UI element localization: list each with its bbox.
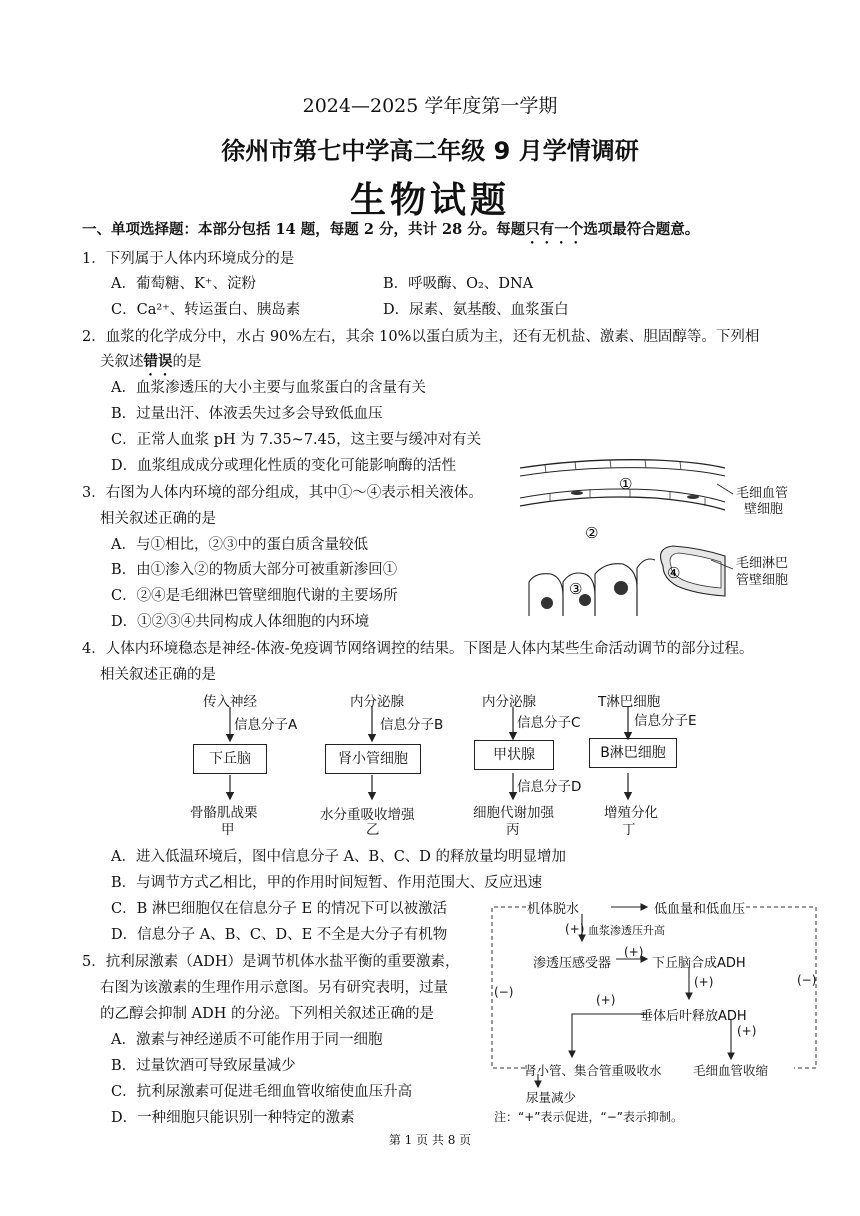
q4-signal-e: 信息分子E (634, 713, 697, 729)
q2-option-a: A．血浆渗透压的大小主要与血浆蛋白的含量有关 (111, 380, 426, 396)
cap-wall-label-1: 毛细血管 (736, 486, 789, 501)
q5-node-pituitary-adh: 垂体后叶释放ADH (640, 1009, 747, 1024)
q4-bing-output: 细胞代谢加强 (473, 805, 554, 821)
q4-jia-output: 骨骼肌战栗 (190, 805, 258, 821)
q5-node-capillary-constrict: 毛细血管收缩 (693, 1063, 769, 1078)
q1-option-c: C．Ca²⁺、转运蛋白、胰岛素 (111, 302, 301, 318)
q5-option-b: B．过量饮酒可导致尿量减少 (111, 1058, 296, 1074)
q5-node-urine-decrease: 尿量减少 (526, 1090, 577, 1105)
q3-option-a: A．与①相比，②③中的蛋白质含量较低 (111, 537, 368, 553)
q2-stem-line2: 关叙述错误的是 (100, 353, 202, 370)
q3-option-c: C．②④是毛细淋巴管壁细胞代谢的主要场所 (111, 588, 398, 604)
q4-box-thyroid: 甲状腺 (474, 740, 554, 770)
q4-option-c: C．B 淋巴细胞仅在信息分子 E 的情况下可以被激活 (111, 901, 448, 917)
label-fluid-4: ④ (667, 564, 681, 582)
cap-wall-label-2: 壁细胞 (744, 502, 784, 517)
q5-node-osmolarity-up: 血浆渗透压升高 (588, 924, 665, 937)
q2-option-b: B．过量出汗、体液丢失过多会导致低血压 (111, 406, 383, 422)
q1-option-d: D．尿素、氨基酸、血浆蛋白 (383, 302, 569, 318)
label-fluid-2: ② (585, 524, 599, 542)
q4-option-b: B．与调节方式乙相比，甲的作用时间短暂、作用范围大、反应迅速 (111, 875, 543, 891)
q4-bing-name: 丙 (506, 822, 520, 838)
q4-ding-output: 增殖分化 (604, 805, 658, 821)
q3-stem-line2: 相关叙述正确的是 (100, 511, 216, 527)
q5-node-hypothalamus-adh: 下丘脑合成ADH (652, 956, 746, 971)
q4-box-hypothalamus: 下丘脑 (193, 744, 267, 774)
q5-stem-line1: 5．抗利尿激素（ADH）是调节机体水盐平衡的重要激素， (82, 954, 460, 970)
q5-node-osmoreceptor: 渗透压感受器 (533, 956, 612, 971)
q5-node-kidney-reabsorb: 肾小管、集合管重吸收水 (524, 1063, 662, 1078)
q2-option-c: C．正常人血浆 pH 为 7.35~7.45，这主要与缓冲对有关 (111, 432, 482, 448)
label-fluid-3: ③ (569, 580, 583, 598)
q5-plus-3: (+) (694, 975, 714, 989)
label-fluid-1: ① (619, 475, 633, 493)
q4-jia-source: 传入神经 (203, 694, 257, 710)
q5-node-dehydration: 机体脱水 (527, 902, 580, 917)
q3-option-d: D．①②③④共同构成人体细胞的内环境 (111, 614, 370, 630)
q3-option-b: B．由①渗入②的物质大部分可被重新渗回① (111, 562, 398, 578)
q4-stem-line2: 相关叙述正确的是 (100, 667, 216, 683)
q4-ding-name: 丁 (622, 822, 636, 838)
q5-plus-5: (+) (737, 1024, 757, 1038)
q4-yi-output: 水分重吸收增强 (320, 807, 415, 823)
q4-signal-a: 信息分子A (234, 717, 298, 733)
exam-term: 2024—2025 学年度第一学期 (302, 95, 558, 117)
q5-plus-1: (+) (565, 922, 585, 936)
q4-signal-b: 信息分子B (380, 717, 444, 733)
exam-school-title: 徐州市第七中学高二年级 9 月学情调研 (221, 137, 639, 165)
lymph-wall-label-1: 毛细淋巴 (736, 556, 789, 571)
q4-yi-name: 乙 (366, 822, 380, 838)
q5-node-low-bp: 低血量和低血压 (654, 902, 746, 917)
exam-subject-title: 生物试题 (349, 180, 510, 221)
q4-jia-name: 甲 (221, 822, 235, 838)
q4-ding-source: T淋巴细胞 (598, 694, 661, 710)
q1-option-a: A．葡萄糖、K⁺、淀粉 (111, 276, 256, 292)
page-footer: 第 1 页 共 8 页 (388, 1133, 472, 1147)
q5-option-d: D．一种细胞只能识别一种特定的激素 (111, 1110, 355, 1126)
q5-flow-note: 注：“+”表示促进，“−”表示抑制。 (494, 1110, 683, 1124)
lymph-wall-label-2: 管壁细胞 (736, 573, 789, 588)
q5-plus-4: (+) (596, 993, 616, 1007)
q4-signal-d: 信息分子D (517, 779, 582, 795)
q4-bing-source: 内分泌腺 (482, 694, 536, 710)
q5-plus-2: (+) (624, 945, 644, 959)
q2-option-d: D．血浆组成成分或理化性质的变化可能影响酶的活性 (111, 458, 457, 474)
q1-stem: 1．下列属于人体内环境成分的是 (82, 251, 295, 267)
q3-tissue-figure (515, 456, 765, 618)
q5-minus-right: (−) (797, 973, 817, 987)
q5-stem-line3: 的乙醇会抑制 ADH 的分泌。下列相关叙述正确的是 (100, 1006, 434, 1022)
q5-option-c: C．抗利尿激素可促进毛细血管收缩使血压升高 (111, 1084, 413, 1100)
q3-stem-line1: 3．右图为人体内环境的部分组成，其中①～④表示相关液体。 (82, 485, 483, 501)
q4-option-a: A．进入低温环境后，图中信息分子 A、B、C、D 的释放量均明显增加 (111, 849, 567, 865)
q2-stem-line1: 2．血浆的化学成分中，水占 90%左右，其余 10%以蛋白质为主，还有无机盐、激素、胆固醇等。下列相 (82, 329, 760, 345)
q4-stem-line1: 4．人体内环境稳态是神经-体液-免疫调节网络调控的结果。下图是人体内某些生命活动调节的部分过程。 (82, 641, 754, 657)
q5-minus-left: (−) (494, 985, 514, 999)
section-heading: 一、单项选择题：本部分包括 14 题，每题 2 分，共计 28 分。每题只有一个选项最符合题意。 (82, 221, 700, 238)
q5-option-a: A．激素与神经递质不可能作用于同一细胞 (111, 1032, 383, 1048)
q4-box-b-lymphocyte: B淋巴细胞 (589, 738, 677, 768)
q5-stem-line2: 右图为该激素的生理作用示意图。另有研究表明，过量 (100, 980, 448, 996)
q1-option-b: B．呼吸酶、O₂、DNA (383, 276, 534, 292)
q4-yi-source: 内分泌腺 (350, 694, 404, 710)
q4-signal-c: 信息分子C (517, 715, 581, 731)
q4-box-renal-tubule-cell: 肾小管细胞 (325, 744, 421, 774)
q4-option-d: D．信息分子 A、B、C、D、E 不全是大分子有机物 (111, 927, 448, 943)
